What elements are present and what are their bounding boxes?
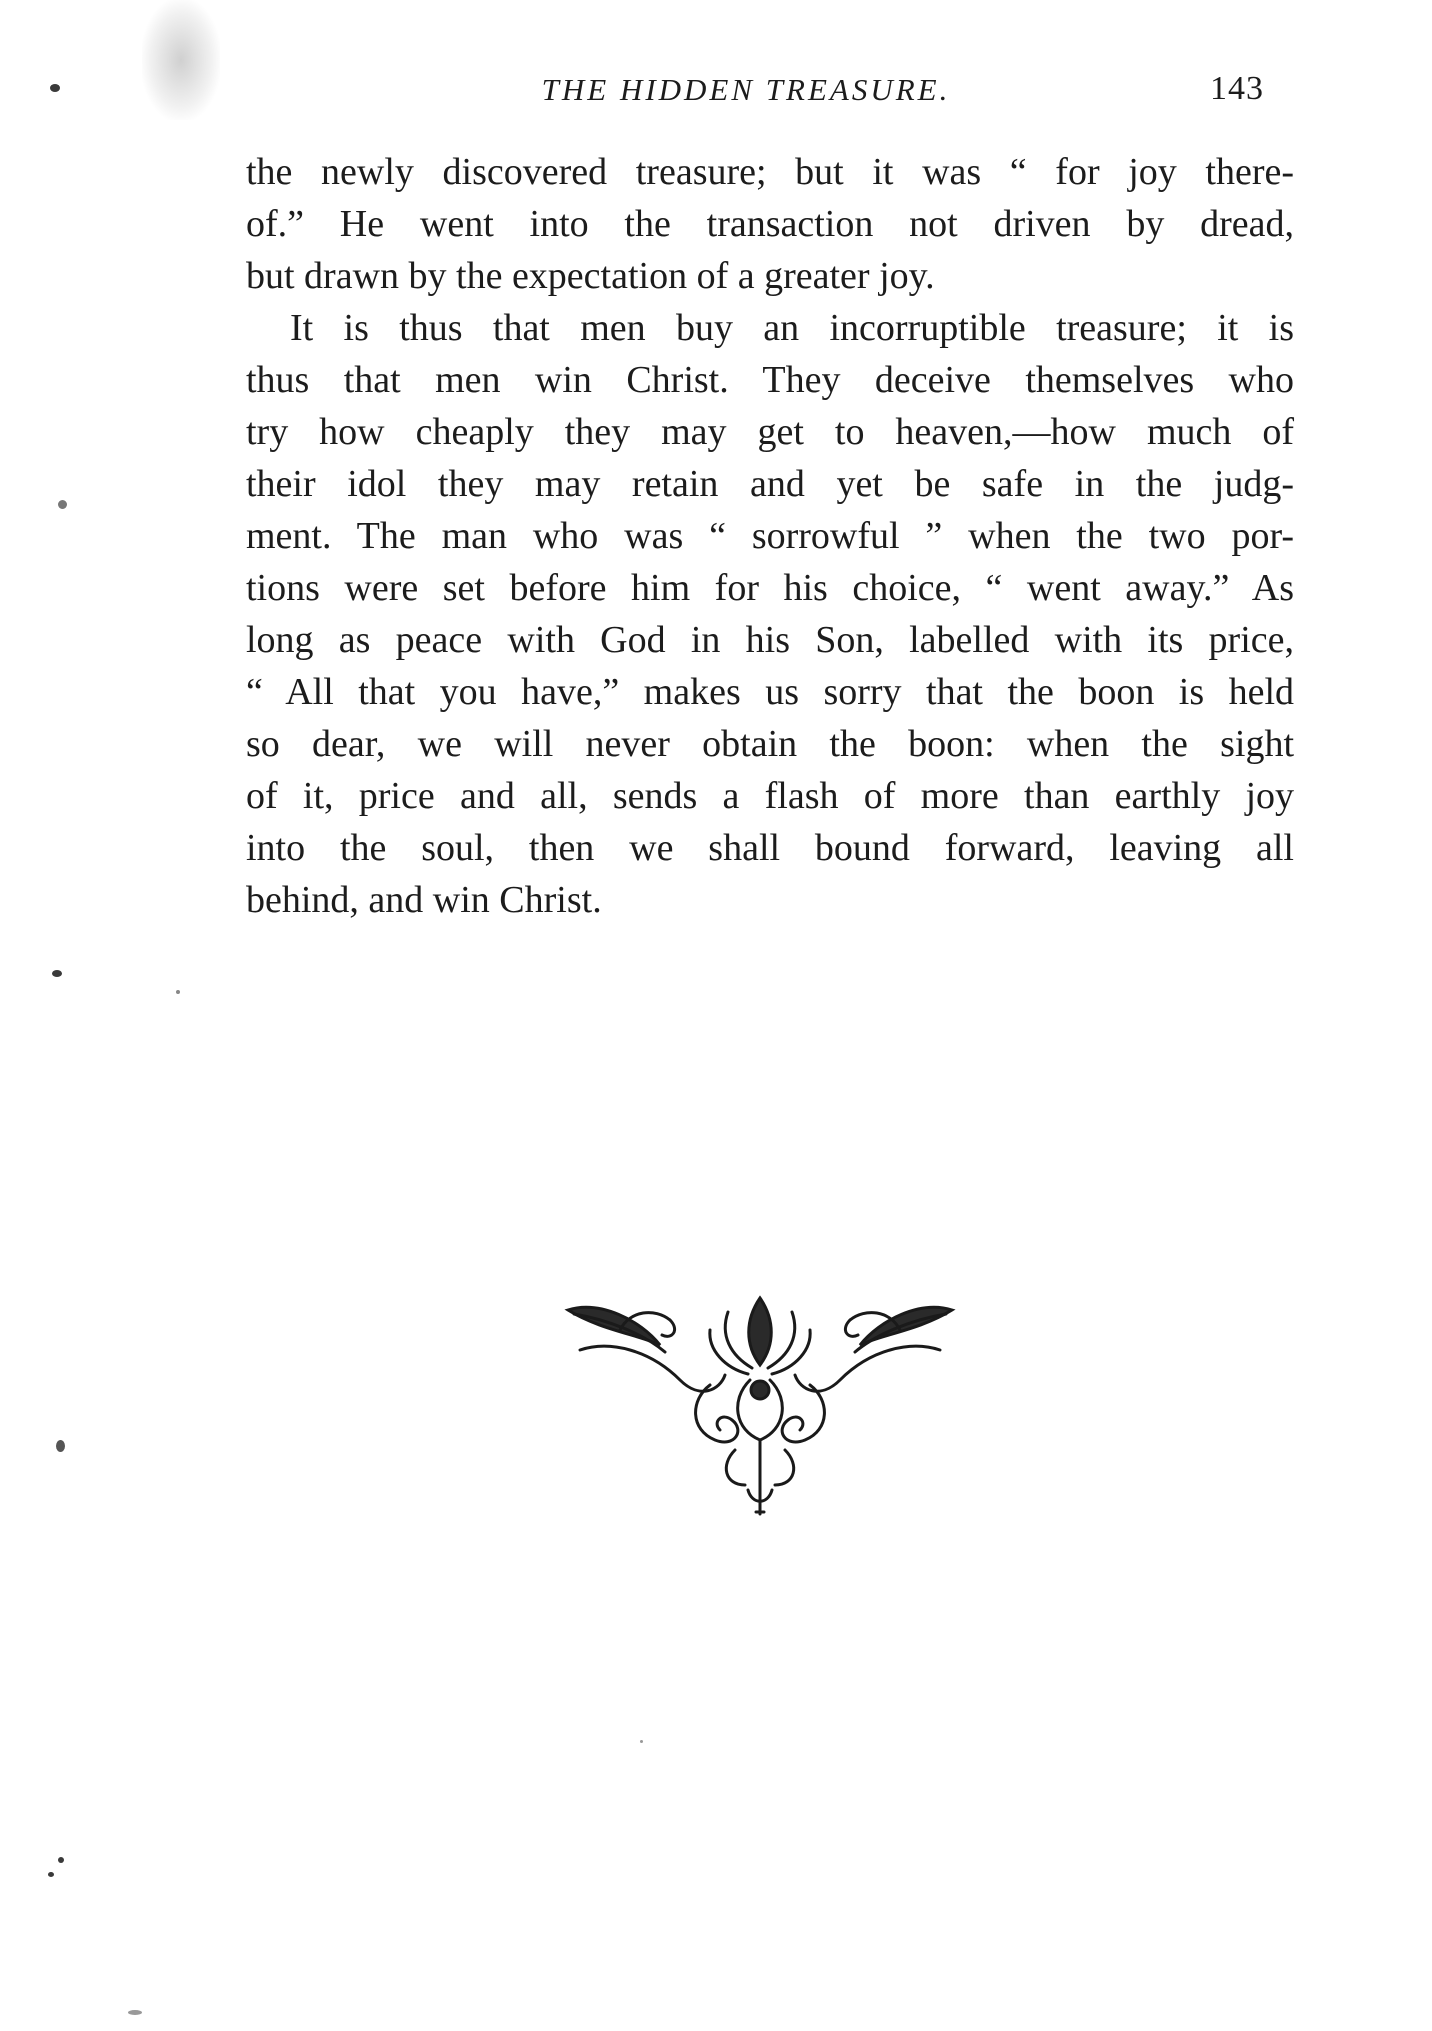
running-title: THE HIDDEN TREASURE. [541, 72, 951, 107]
scan-speck [48, 1872, 54, 1877]
text-line: “ All that you have,” makes us sorry that the boon is held [246, 671, 1294, 713]
floral-tailpiece-icon [560, 1290, 960, 1520]
text-line: It is thus that men buy an incorruptible treasure; it is [290, 307, 1294, 349]
scan-speck [52, 970, 62, 977]
text-line: try how cheaply they may get to heaven,—how much of [246, 411, 1294, 453]
scan-speck [58, 500, 67, 509]
text-line: ment. The man who was “ sorrowful ” when the two por- [246, 515, 1294, 557]
scan-speck [640, 1740, 643, 1743]
text-line: tions were set before him for his choice, “ went away.” As [246, 567, 1294, 609]
text-line: of.” He went into the transaction not driven by dread, [246, 203, 1294, 245]
text-line: behind, and win Christ. [246, 879, 602, 921]
text-line: the newly discovered treasure; but it was “ for joy there- [246, 151, 1294, 193]
scan-speck [56, 1440, 65, 1452]
text-line: long as peace with God in his Son, labelled with its price, [246, 619, 1294, 661]
text-line: of it, price and all, sends a flash of more than earthly joy [246, 775, 1294, 817]
scan-speck [128, 2010, 142, 2015]
text-line: but drawn by the expectation of a greater joy. [246, 255, 935, 297]
page-number: 143 [1210, 70, 1264, 107]
scan-speck [50, 84, 60, 92]
running-head [246, 70, 1296, 120]
text-line: so dear, we will never obtain the boon: when the sight [246, 723, 1294, 765]
scan-stain [142, 0, 220, 120]
text-line: thus that men win Christ. They deceive themselves who [246, 359, 1294, 401]
scan-speck [58, 1857, 64, 1863]
body-text [246, 146, 1294, 926]
text-line: into the soul, then we shall bound forward, leaving all [246, 827, 1294, 869]
scan-speck [176, 990, 180, 994]
text-line: their idol they may retain and yet be safe in the judg- [246, 463, 1294, 505]
